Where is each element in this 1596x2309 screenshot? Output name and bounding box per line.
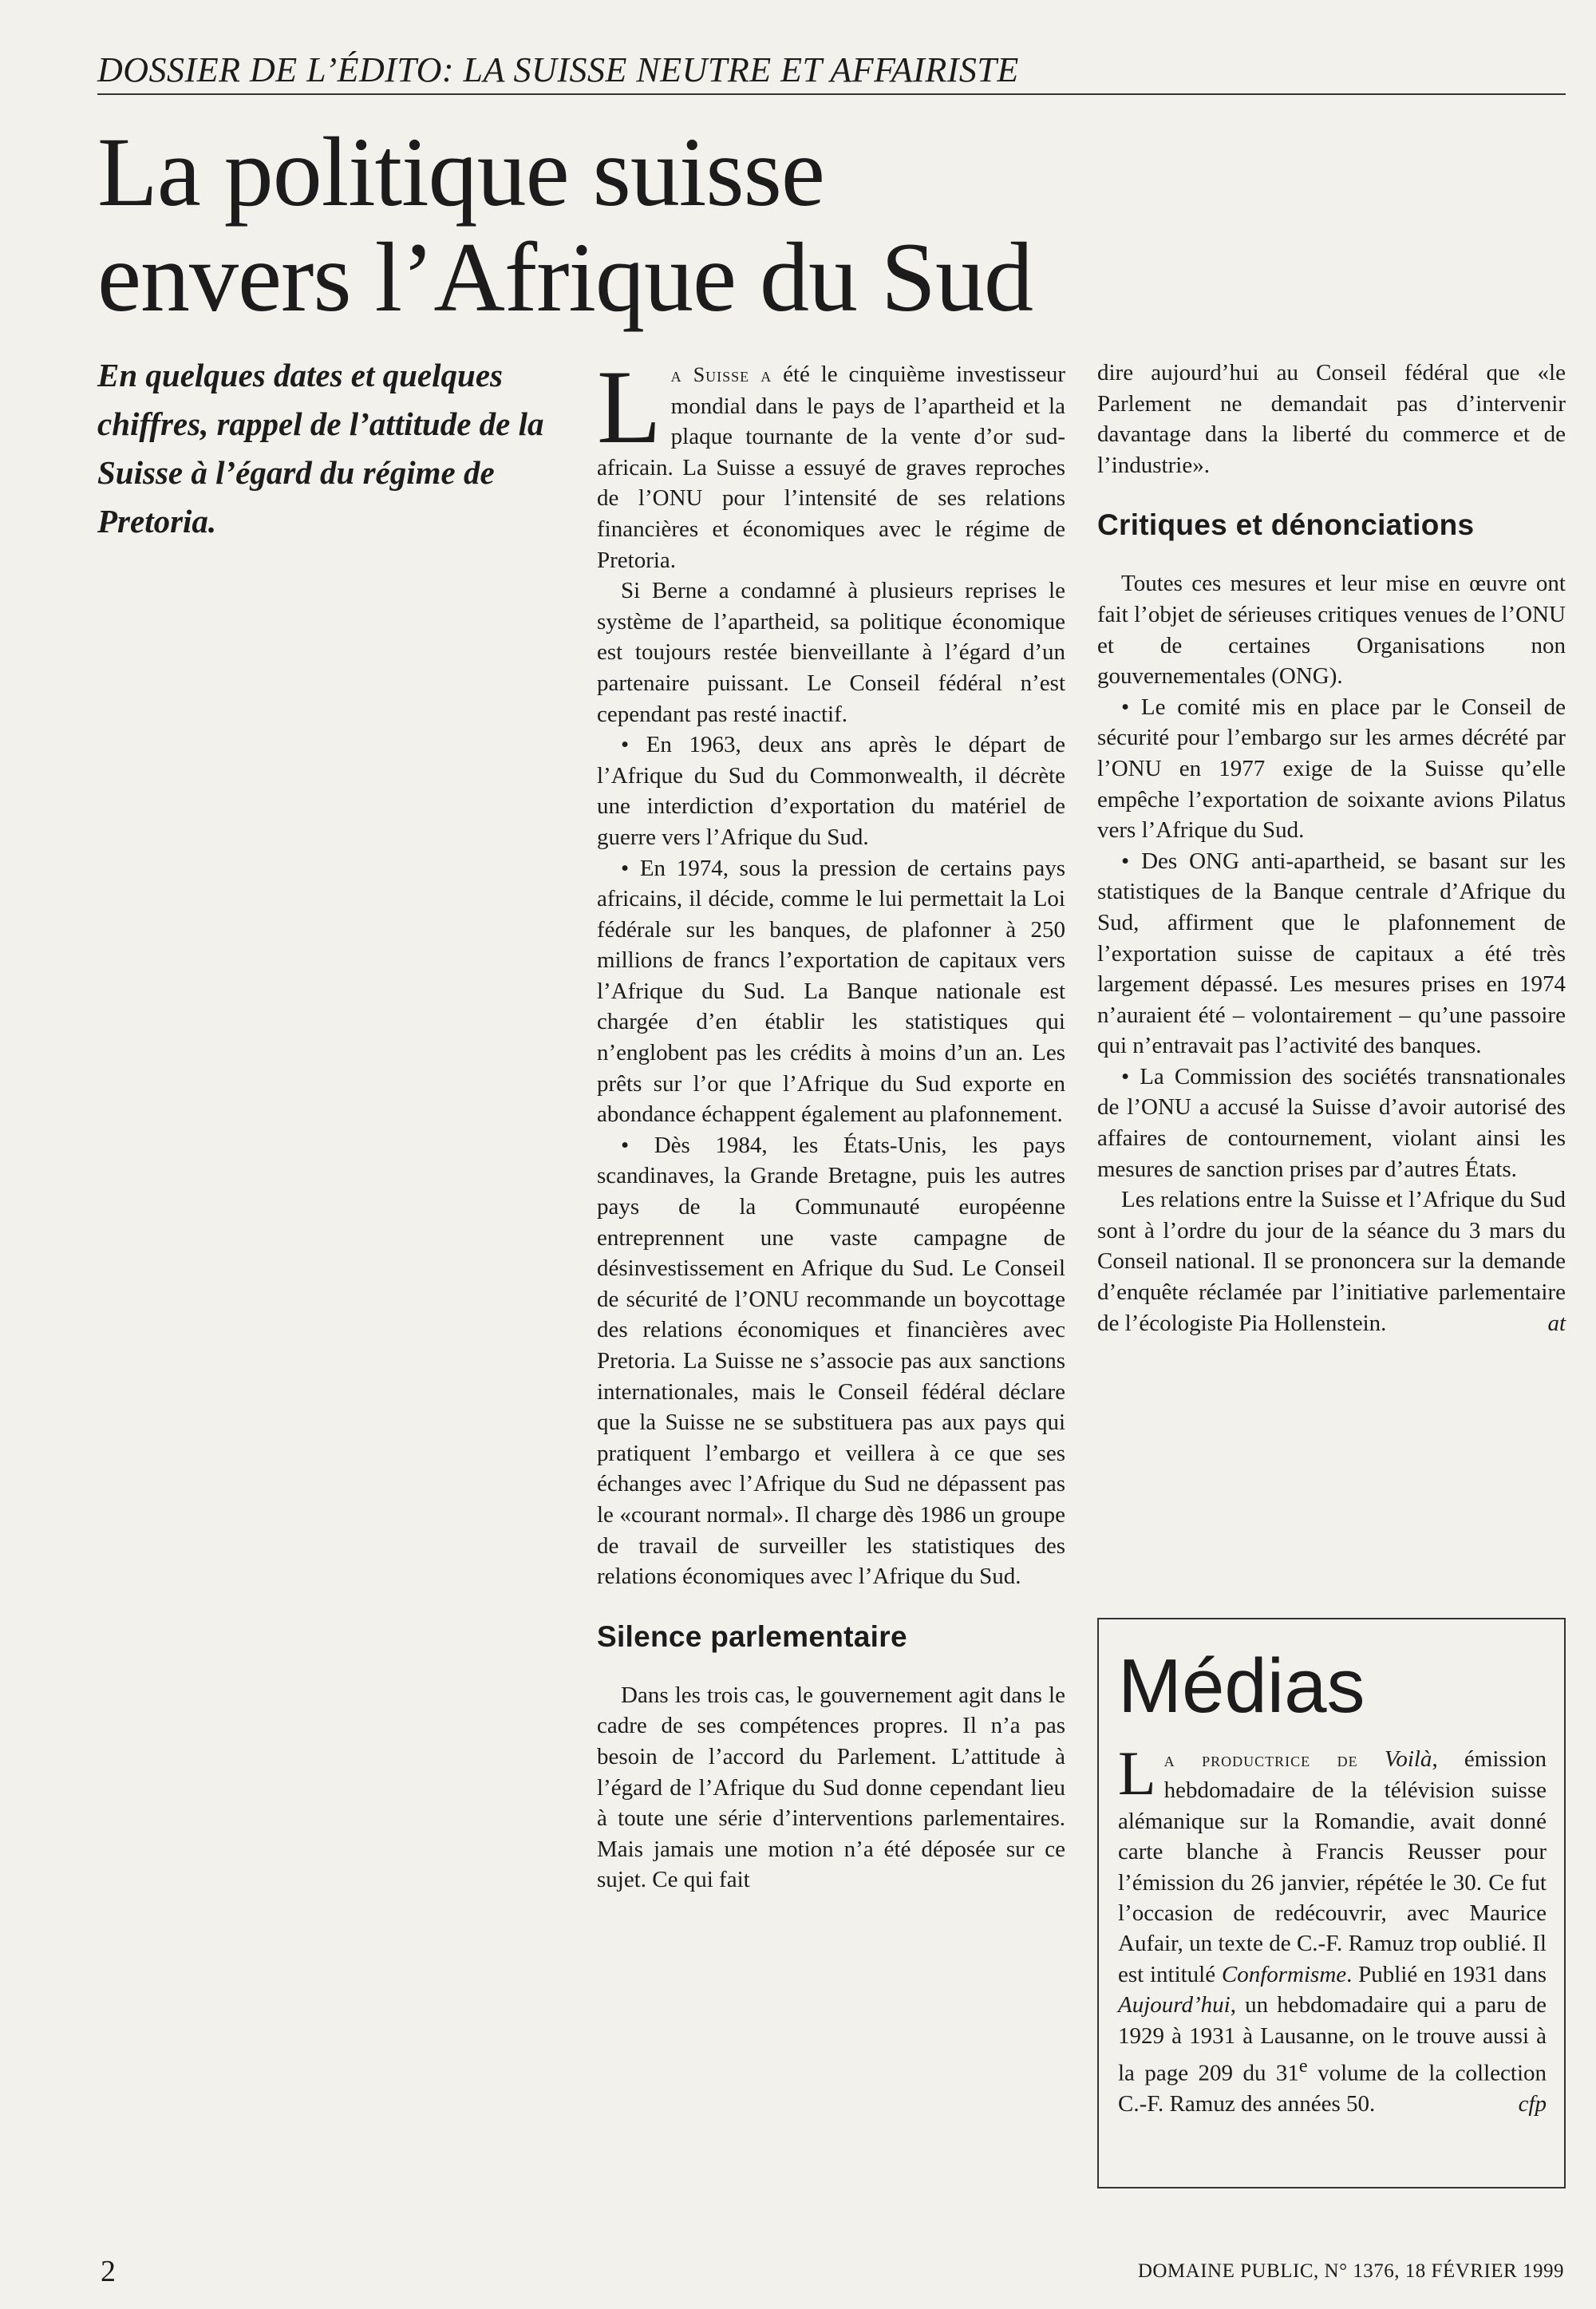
paragraph-1-text: été le cinquième investisseur mondial dans le pays de l’apartheid et la plaque tournante de la vente d’or sud-africain. La Suisse a essuyé de graves reproches de l’ONU pour l’intensité de ses relations financières et économiques avec le régime de Pretoria. [597,362,1066,573]
section-kicker: DOSSIER DE L’ÉDITO: LA SUISSE NEUTRE ET AFFAIRISTE [97,49,1566,95]
paragraph-9: • Le comité mis en place par le Conseil de sécurité pour l’embargo sur les armes décrété par l’ONU en 1977 exige de la Suisse qu’elle empêche l’exportation de soixante avions Pilatus vers l’Afrique du Sud. [1097,694,1566,844]
ordinal-superscript: e [1298,2055,1308,2078]
sidebar-text [1118,1738,1547,2120]
paragraph-3: • En 1963, deux ans après le départ de l’Afrique du Sud du Commonwealth, il décrète une interdiction d’exportation du matériel de guerre vers l’Afrique du Sud. [597,732,1065,850]
paragraph-7: dire aujourd’hui au Conseil fédéral que «le Parlement ne demandait pas d’intervenir davantage dans la liberté du commerce et de l’industrie». [1097,360,1566,478]
paragraph-12 [1097,1184,1566,1338]
drop-cap: L [597,348,662,465]
sidebar-small-caps: a productrice de [1163,1748,1358,1771]
paragraph-5: • Dès 1984, les États-Unis, les pays scandinaves, la Grande Bretagne, puis les autres pays de la Communauté européenne entreprennent une vaste campagne de désinvestissement en Afrique du Sud. Le Conseil de sécurité de l’ONU recommande un boycottage des relations économiques et financières avec Pretoria. La Suisse ne s’associe pas aux sanctions internationales, mais le Conseil fédéral déclare que la Suisse ne se substituera pas aux pays qui pratiquent l’embargo et veillera à ce que ses échanges avec l’Afrique du Sud ne dépassent pas le «courant normal». Il charge dès 1986 un groupe de travail de surveiller les statistiques des relations économiques avec l’Afrique du Sud. [597,1132,1065,1590]
subheading-silence: Silence parlementaire [597,1619,907,1653]
article-title [97,117,1215,332]
title-line-2: envers l’Afrique du Sud [97,223,1033,332]
show-title: Voilà [1384,1746,1432,1772]
sidebar-text-4: volume de la collection C.-F. Ramuz des années 50. [1118,2060,1547,2117]
sidebar-text-3: , un hebdomadaire qui a paru de 1929 à 1931 à Lausanne, on le trouve aussi à la page 209 du 31 [1118,1992,1547,2086]
medias-sidebar [1097,1618,1566,2188]
paragraph-10: • Des ONG anti-apartheid, se basant sur les statistiques de la Banque centrale d’Afrique du Sud, affirment que le plafonnement de l’exportation suisse de capitaux a été très largement dépassé. Les mesures prises en 1974 n’auraient été – volontairement – qu’une passoire qui n’entravait pas l’activité des banques. [1097,848,1566,1059]
paragraph-11: • La Commission des sociétés transnationales de l’ONU a accusé la Suisse d’avoir autorisé des affaires de contournement, violant ainsi les mesures de sanction prises par d’autres États. [1097,1063,1566,1182]
title-line-1: La politique suisse [97,117,824,227]
author-signature: at [1547,1310,1566,1336]
article-lede: En quelques dates et quelques chiffres, rappel de l’attitude de la Suisse à l’égard du régime de Pretoria. [97,357,544,540]
paragraph-1 [597,348,1066,575]
work-title: Conformisme [1221,1961,1347,1987]
sidebar-text-1: , émission hebdomadaire de la télévision suisse alémanique sur la Romandie, avait donné carte blanche à Francis Reusser pour l’émission du 26 janvier, répétée le 30. Ce fut l’occasion de redécouvrir, avec Maurice Aufair, un texte de C.-F. Ramuz trop oublié. Il est intitulé [1118,1746,1547,1987]
paragraph-4: • En 1974, sous la pression de certains pays africains, il décide, comme le lui permettait la Loi fédérale sur les banques, de plafonner à 250 millions de francs l’exportation de capitaux vers l’Afrique du Sud. La Banque nationale est chargée d’en établir les statistiques qui n’englobent pas les crédits à moins d’un an. Les prêts sur l’or que l’Afrique du Sud exporte en abondance échappent également au plafonnement. [597,855,1065,1128]
article-column-2 [1097,358,1566,1338]
sidebar-title: Médias [1118,1643,1365,1729]
paragraph-12-text: Les relations entre la Suisse et l’Afrique du Sud sont à l’ordre du jour de la séance du 3 mars du Conseil national. Il se prononcera sur la demande d’enquête réclamée par l’initiative parlementaire de l’écologiste Pia Hollenstein. [1097,1187,1566,1336]
paragraph-2: Si Berne a condamné à plusieurs reprises le système de l’apartheid, sa politique économique est toujours restée bienveillante à l’égard d’un partenaire puissant. Le Conseil fédéral n’est cependant pas resté inactif. [597,578,1065,727]
subheading-critiques: Critiques et dénonciations [1097,508,1475,542]
small-caps-lead: a Suisse a [670,363,772,386]
paragraph-8: Toutes ces mesures et leur mise en œuvre ont fait l’objet de sérieuses critiques venues de l’ONU et de certaines Organisations non gouvernementales (ONG). [1097,571,1566,690]
issue-masthead: DOMAINE PUBLIC, N° 1376, 18 FÉVRIER 1999 [1137,2260,1564,2282]
article-column-1 [597,348,1066,1896]
paragraph-6: Dans les trois cas, le gouvernement agit dans le cadre de ses compétences propres. Il n’a pas besoin de l’accord du Parlement. L’attitude à l’égard de l’Afrique du Sud donne cependant lieu à toute une série d’interventions parlementaires. Mais jamais une motion n’a été déposée sur ce sujet. Ce qui fait [597,1682,1065,1893]
page-number: 2 [101,2255,116,2288]
magazine-title: Aujourd’hui [1118,1992,1231,2018]
sidebar-signature: cfp [1518,2091,1547,2117]
sidebar-drop-cap: L [1118,1738,1156,1808]
sidebar-text-2: . Publié en 1931 dans [1346,1961,1547,1987]
